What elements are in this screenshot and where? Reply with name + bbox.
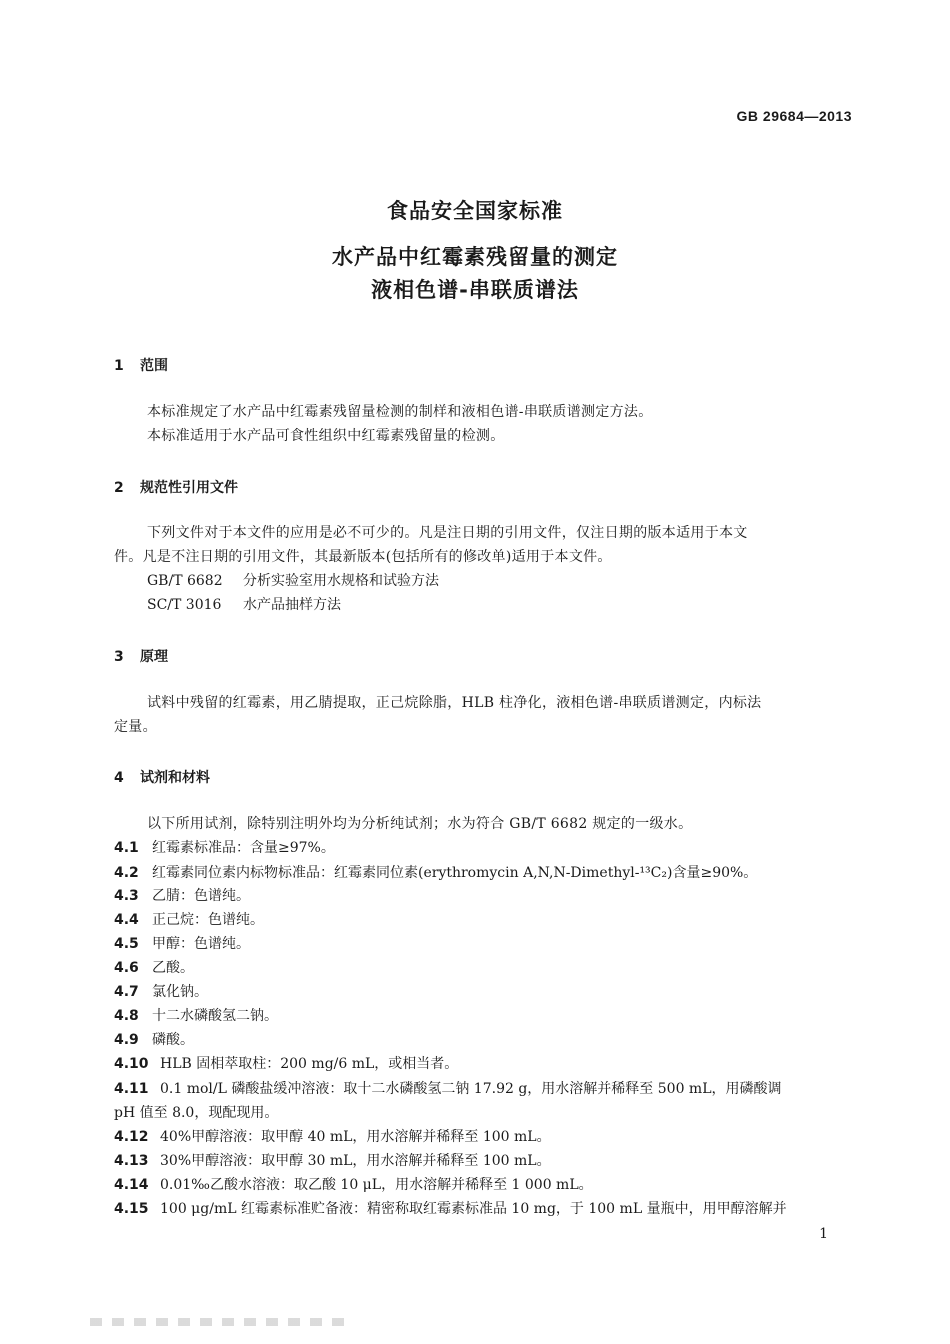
reference-title: 水产品抽样方法 (243, 597, 341, 613)
section-title: 原理 (140, 649, 168, 665)
reagent-item (114, 980, 208, 1004)
section-number: 4 (114, 770, 124, 786)
item-text: 磷酸。 (152, 1032, 194, 1048)
reagent-item-continuation (114, 1101, 278, 1125)
item-number: 4.10 (114, 1056, 149, 1072)
standard-code: GB 29684—2013 (736, 108, 852, 124)
reagent-item (114, 1173, 593, 1197)
section-3-paragraph-line-2: 定量。 (114, 719, 157, 735)
scan-artifact (90, 1318, 350, 1326)
item-text: 40%甲醇溶液：取甲醇 40 mL，用水溶解并稀释至 100 mL。 (160, 1129, 551, 1145)
reagent-item (114, 1004, 278, 1028)
section-title: 规范性引用文件 (140, 480, 238, 496)
normative-reference (147, 569, 439, 593)
item-number: 4.7 (114, 984, 139, 1000)
reagent-item (114, 1077, 782, 1101)
item-number: 4.15 (114, 1201, 149, 1217)
item-number: 4.14 (114, 1177, 149, 1193)
item-number: 4.3 (114, 888, 139, 904)
reagent-item (114, 1028, 194, 1052)
reagent-item (114, 1197, 787, 1221)
reagent-item (114, 836, 335, 860)
reference-code: SC/T 3016 (147, 597, 222, 613)
page-number: 1 (819, 1226, 828, 1242)
title-line-2: 水产品中红霉素残留量的测定 (332, 245, 618, 269)
title-line-3: 液相色谱-串联质谱法 (371, 278, 579, 302)
item-text: 正己烷：色谱纯。 (152, 912, 264, 928)
section-1-paragraph-2: 本标准适用于水产品可食性组织中红霉素残留量的检测。 (147, 428, 505, 444)
section-1-heading (114, 355, 168, 375)
section-4-heading (114, 767, 210, 787)
section-number: 3 (114, 649, 124, 665)
title-line-1: 食品安全国家标准 (387, 199, 563, 223)
item-text: 十二水磷酸氢二钠。 (152, 1008, 278, 1024)
item-number: 4.5 (114, 936, 139, 952)
item-text: 乙腈：色谱纯。 (152, 888, 250, 904)
section-2-paragraph-line-1: 下列文件对于本文件的应用是必不可少的。凡是注日期的引用文件，仅注日期的版本适用于本文 (147, 525, 748, 541)
item-number: 4.12 (114, 1129, 149, 1145)
reagent-item (114, 1125, 551, 1149)
normative-reference (147, 593, 341, 617)
item-text: 0.1 mol/L 磷酸盐缓冲溶液：取十二水磷酸氢二钠 17.92 g，用水溶解并稀释至 500 mL，用磷酸调 (160, 1081, 782, 1097)
item-text: 红霉素标准品：含量≥97%。 (152, 840, 335, 856)
item-text: 甲醇：色谱纯。 (152, 936, 250, 952)
reference-code: GB/T 6682 (147, 573, 223, 589)
reagent-item (114, 1052, 458, 1076)
item-number: 4.6 (114, 960, 139, 976)
reagent-item (114, 1149, 551, 1173)
reagent-item (114, 908, 264, 932)
item-number: 4.1 (114, 840, 139, 856)
item-number: 4.11 (114, 1081, 149, 1097)
section-3-heading (114, 646, 168, 666)
item-text: 氯化钠。 (152, 984, 208, 1000)
section-number: 1 (114, 358, 124, 374)
item-number: 4.8 (114, 1008, 139, 1024)
item-number: 4.2 (114, 865, 139, 881)
item-text: HLB 固相萃取柱：200 mg/6 mL，或相当者。 (160, 1056, 459, 1072)
item-text: 红霉素同位素内标物标准品：红霉素同位素(erythromycin A,N,N-Dimethyl-¹³C₂)含量≥90%。 (152, 865, 758, 881)
item-number: 4.13 (114, 1153, 149, 1169)
reagent-item (114, 861, 757, 885)
section-title: 试剂和材料 (140, 770, 210, 786)
section-number: 2 (114, 480, 124, 496)
item-number: 4.9 (114, 1032, 139, 1048)
section-4-intro: 以下所用试剂，除特别注明外均为分析纯试剂；水为符合 GB/T 6682 规定的一级水。 (147, 816, 693, 832)
reference-title: 分析实验室用水规格和试验方法 (243, 573, 439, 589)
reagent-item (114, 884, 250, 908)
section-1-paragraph-1: 本标准规定了水产品中红霉素残留量检测的制样和液相色谱-串联质谱测定方法。 (147, 404, 653, 420)
section-3-paragraph-line-1: 试料中残留的红霉素，用乙腈提取，正己烷除脂，HLB 柱净化，液相色谱-串联质谱测定，内标法 (147, 695, 762, 711)
section-title: 范围 (140, 358, 168, 374)
item-text: pH 值至 8.0，现配现用。 (114, 1105, 279, 1121)
reagent-item (114, 932, 250, 956)
item-number: 4.4 (114, 912, 139, 928)
reagent-item (114, 956, 194, 980)
item-text: 乙酸。 (152, 960, 194, 976)
item-text: 100 μg/mL 红霉素标准贮备液：精密称取红霉素标准品 10 mg，于 100 mL 量瓶中，用甲醇溶解并 (160, 1201, 787, 1217)
section-2-paragraph-line-2: 件。凡是不注日期的引用文件，其最新版本(包括所有的修改单)适用于本文件。 (114, 549, 612, 565)
section-2-heading (114, 477, 238, 497)
item-text: 30%甲醇溶液：取甲醇 30 mL，用水溶解并稀释至 100 mL。 (160, 1153, 551, 1169)
item-text: 0.01‰乙酸水溶液：取乙酸 10 μL，用水溶解并稀释至 1 000 mL。 (160, 1177, 593, 1193)
